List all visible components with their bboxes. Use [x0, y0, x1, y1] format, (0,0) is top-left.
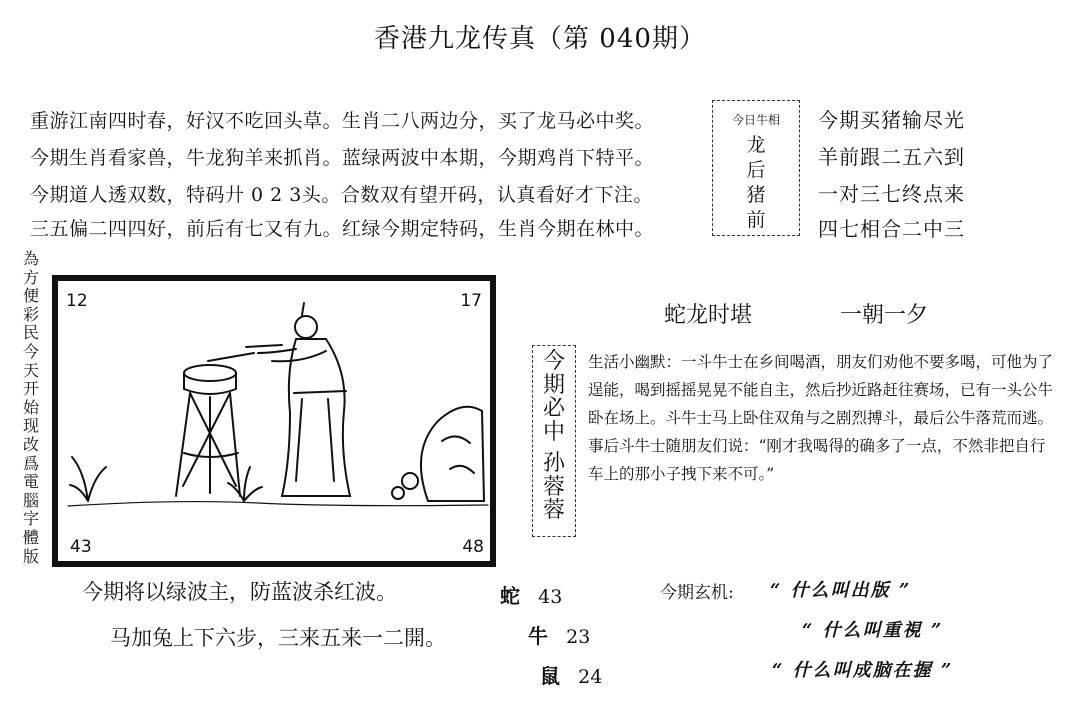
vertical-char: 必 — [542, 396, 565, 421]
bottom-line-2: 马加兔上下六步，三来五来一二開。 — [110, 626, 446, 650]
corner-number-top-right: 17 — [460, 291, 482, 311]
poem-line-3: 今期道人透双数，特码廾 0 2 3头。合数双有望开码，认真看好才下注。 — [30, 184, 653, 206]
vertical-char: 蓉 — [542, 498, 565, 523]
right-poem-line-3: 一对三七终点来 — [818, 182, 965, 206]
vertical-char: 今 — [542, 349, 565, 374]
xuanji-quote-1: “ 什么叫出版 ” — [770, 580, 912, 601]
must-win-vertical-box — [532, 345, 576, 537]
vertical-char: 期 — [542, 372, 565, 398]
corner-number-top-left: 12 — [66, 291, 88, 311]
right-poem-line-2: 羊前跟二五六到 — [818, 145, 965, 169]
zodiac-hint-char: 猪 — [746, 184, 766, 206]
zodiac-hint-box — [712, 100, 800, 236]
zodiac-number: 23 — [566, 626, 591, 648]
humor-story: 生活小幽默：一斗牛士在乡间喝酒，朋友们劝他不要多喝，可他为了逞能，喝到摇摇晃晃不能自主，然后抄近路赶往赛场，已有一头公牛卧在场上。斗牛士马上卧住双角与之剧烈搏斗，最后公牛落荒而逃。事后斗牛士随朋友们说：“刚才我喝得的确多了一点，不然非把自行车上的那小子拽下来不可。” — [588, 353, 1054, 483]
zodiac-hint-caption: 今日牛相 — [731, 113, 780, 127]
zodiac-row — [528, 620, 590, 649]
vertical-char: 孙 — [542, 451, 565, 476]
corner-number-bottom-right: 48 — [462, 537, 484, 557]
zodiac-hint-char: 后 — [746, 159, 766, 181]
side-vertical-note: 為方便彩民今天开始现改爲電腦字體版 — [22, 249, 39, 566]
zodiac-sign: 鼠 — [540, 664, 560, 688]
poem-line-2: 今期生肖看家兽，牛龙狗羊来抓肖。蓝绿两波中本期，今期鸡肖下特平。 — [30, 147, 655, 169]
zodiac-row — [500, 580, 562, 609]
corner-number-bottom-left: 43 — [70, 537, 92, 557]
zodiac-number: 24 — [578, 666, 603, 688]
zodiac-number: 43 — [538, 586, 563, 608]
poem-line-4: 三五偏二四四好，前后有七又有九。红绿今期定特码，生肖今期在林中。 — [30, 218, 655, 240]
banner-right: 一朝一夕 — [840, 303, 929, 328]
zodiac-sign: 牛 — [528, 624, 548, 648]
vertical-char: 中 — [542, 419, 565, 445]
bottom-line-1: 今期将以绿波主，防蓝波杀红波。 — [82, 580, 397, 604]
zodiac-hint-char: 龙 — [746, 134, 766, 156]
poem-line-1: 重游江南四时春，好汉不吃回头草。生肖二八两边分，买了龙马必中奖。 — [30, 110, 655, 132]
right-poem-line-1: 今期买猪输尽光 — [818, 108, 965, 132]
xuanji-label: 今期玄机: — [660, 583, 734, 603]
right-poem-line-4: 四七相合二中三 — [818, 217, 965, 241]
zodiac-row — [540, 660, 602, 689]
xuanji-quote-2: “ 什么叫重視 ” — [802, 620, 944, 641]
page-title: 香港九龙传真（第 040期） — [374, 24, 706, 54]
banner-left: 蛇龙时堪 — [664, 303, 753, 328]
xuanji-quote-3: “ 什么叫成脑在握 ” — [772, 660, 954, 681]
illustration-frame — [52, 275, 496, 567]
vertical-char: 蓉 — [542, 474, 565, 500]
zodiac-sign: 蛇 — [500, 584, 520, 608]
zodiac-hint-chars — [713, 133, 799, 233]
zodiac-hint-char: 前 — [746, 209, 766, 231]
scholar-drum-illustration — [58, 281, 490, 561]
